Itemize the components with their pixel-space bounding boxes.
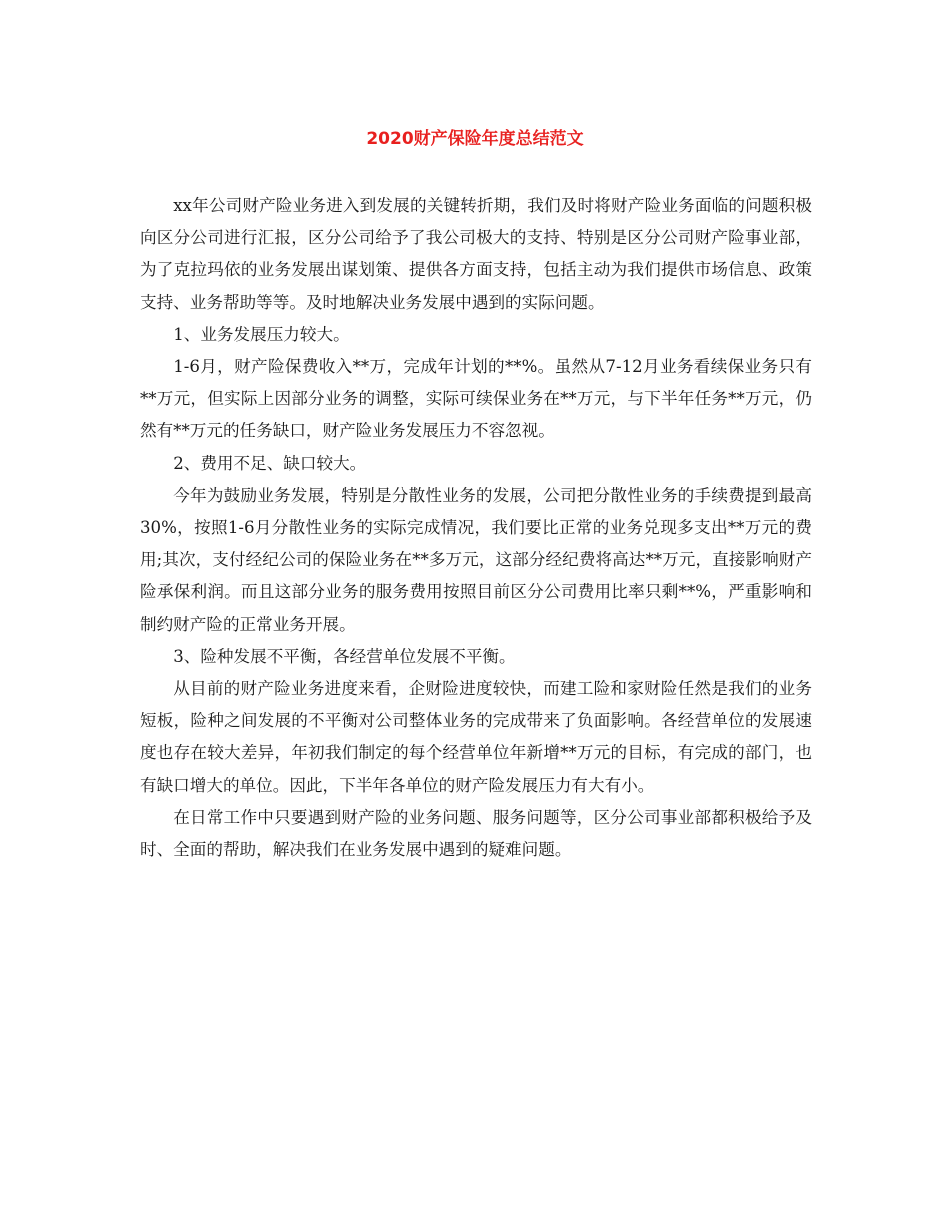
paragraph-business-pressure: 1-6月，财产险保费收入**万，完成年计划的**%。虽然从7-12月业务看续保业务只有**万元，但实际上因部分业务的调整，实际可续保业务在**万元，与下半年任务**万元，仍然有**万元的任务缺口，财产险业务发展压力不容忽视。 xyxy=(140,357,812,441)
paragraph-intro: xx年公司财产险业务进入到发展的关键转折期，我们及时将财产险业务面临的问题积极向区分公司进行汇报，区分公司给予了我公司极大的支持、特别是区分公司财产险事业部，为了克拉玛依的业务发展出谋划策、提供各方面支持，包括主动为我们提供市场信息、政策支持、业务帮助等等。及时地解决业务发展中遇到的实际问题。 xyxy=(140,196,812,312)
paragraph-heading-3: 3、险种发展不平衡，各经营单位发展不平衡。 xyxy=(173,646,516,666)
paragraph-heading-2: 2、费用不足、缺口较大。 xyxy=(173,453,367,473)
paragraph-heading-1: 1、业务发展压力较大。 xyxy=(173,324,350,344)
paragraph-expense-gap: 今年为鼓励业务发展，特别是分散性业务的发展，公司把分散性业务的手续费提到最高30%，按照1-6月分散性业务的实际完成情况，我们要比正常的业务兑现多支出**万元的费用;其次，支付经纪公司的保险业务在**多万元，这部分经纪费将高达**万元，直接影响财产险承保利润。而且这部分业务的服务费用按照目前区分公司费用比率只剩**%，严重影响和制约财产险的正常业务开展。 xyxy=(140,485,812,634)
paragraph-imbalance: 从目前的财产险业务进度来看，企财险进度较快，而建工险和家财险任然是我们的业务短板，险种之间发展的不平衡对公司整体业务的完成带来了负面影响。各经营单位的发展速度也存在较大差异，年初我们制定的每个经营单位年新增**万元的目标，有完成的部门，也有缺口增大的单位。因此，下半年各单位的财产险发展压力有大有小。 xyxy=(140,679,812,795)
paragraph-support: 在日常工作中只要遇到财产险的业务问题、服务问题等，区分公司事业部都积极给予及时、全面的帮助，解决我们在业务发展中遇到的疑难问题。 xyxy=(140,807,812,860)
document-title: 2020财产保险年度总结范文 xyxy=(366,129,584,149)
document-body xyxy=(140,190,812,866)
